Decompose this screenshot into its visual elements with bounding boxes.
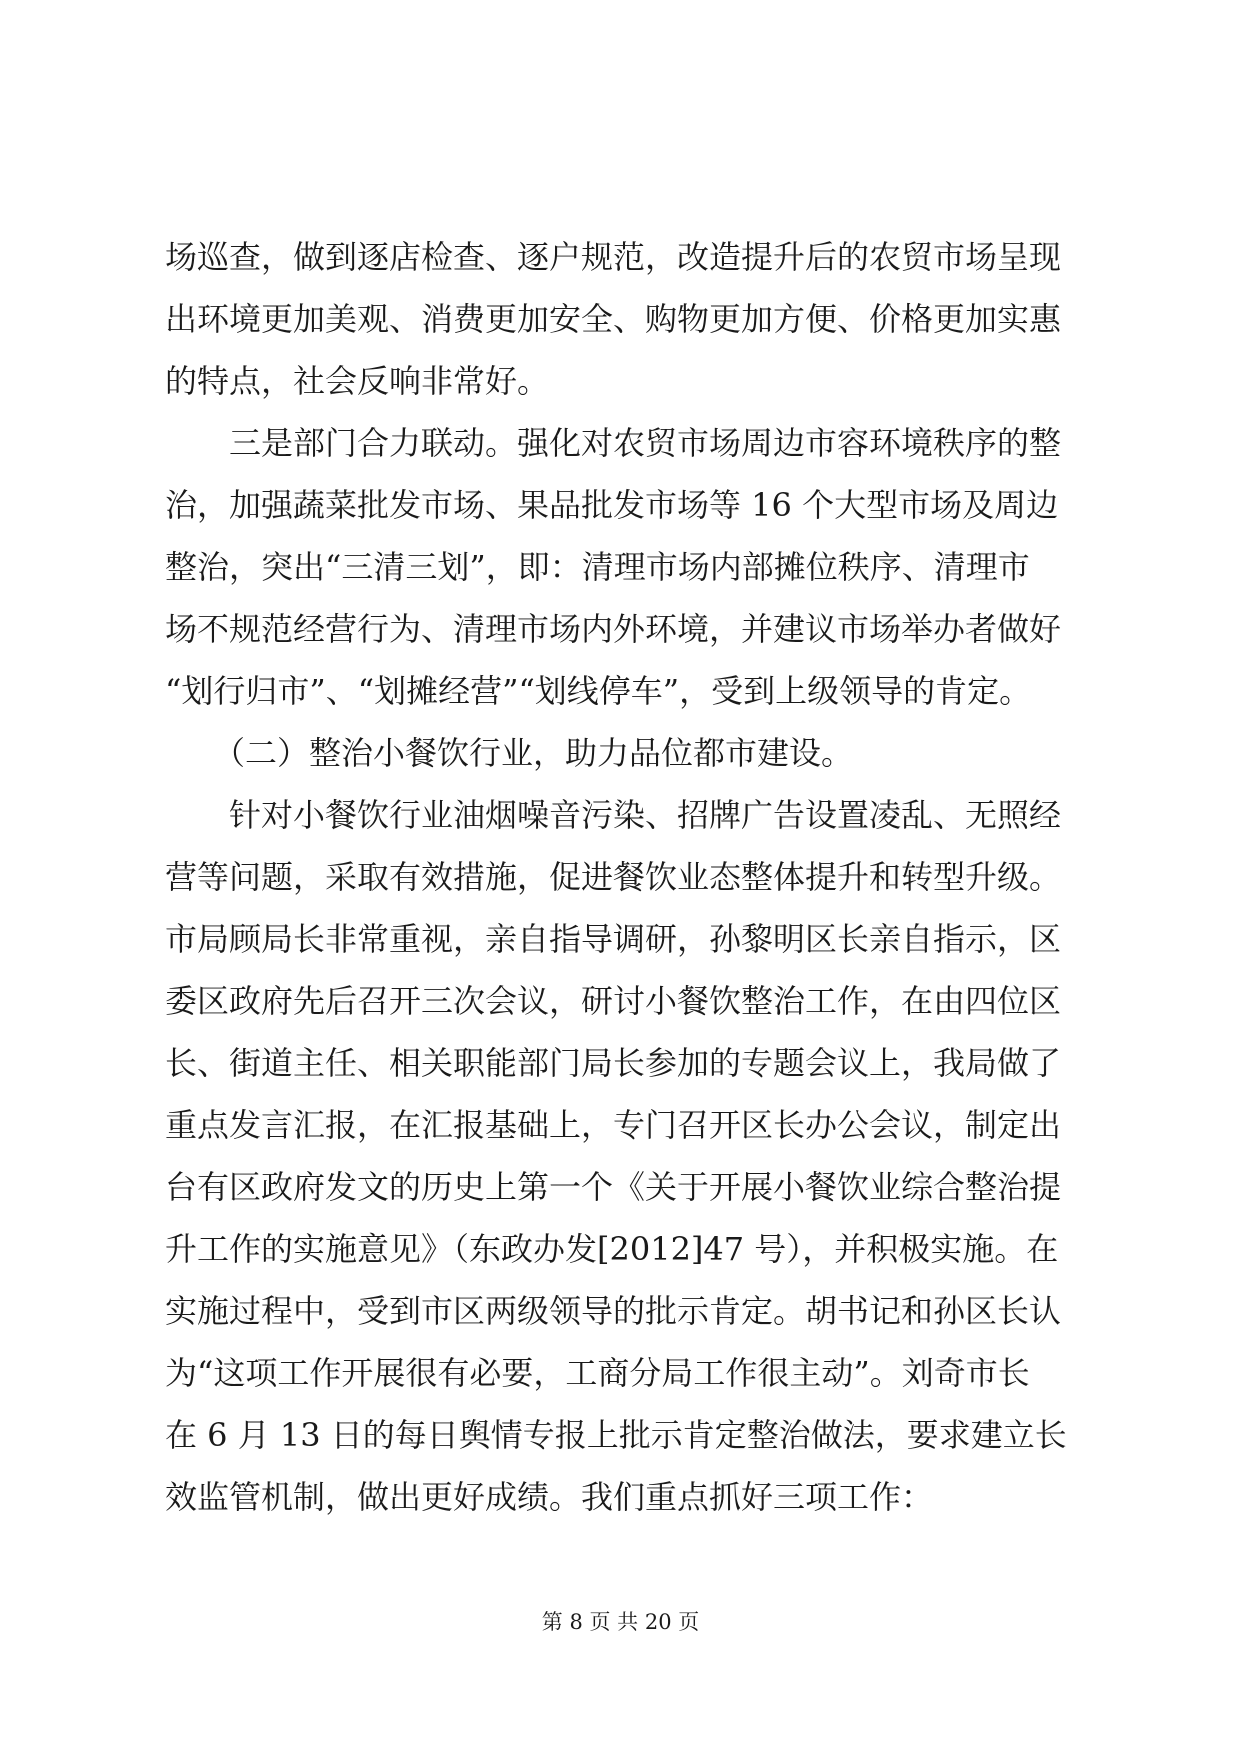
body-line-17: 升工作的实施意见》（东政办发[2012]47 号），并积极实施。在 [165, 1230, 1059, 1268]
body-line-20: 在 6 月 13 日的每日舆情专报上批示肯定整治做法，要求建立长 [165, 1416, 1067, 1454]
body-line-4: 三是部门合力联动。强化对农贸市场周边市容环境秩序的整 [165, 424, 1062, 462]
body-line-14: 长、街道主任、相关职能部门局长参加的专题会议上，我局做了 [165, 1044, 1062, 1082]
body-line-11: 营等问题，采取有效措施，促进餐饮业态整体提升和转型升级。 [165, 858, 1062, 896]
body-line-8: “划行归市”、“划摊经营”“划线停车”，受到上级领导的肯定。 [165, 672, 1032, 710]
body-line-10: 针对小餐饮行业油烟噪音污染、招牌广告设置凌乱、无照经 [165, 796, 1062, 834]
body-line-3: 的特点，社会反响非常好。 [165, 362, 550, 400]
page-number-footer: 第 8 页 共 20 页 [541, 1610, 700, 1634]
body-line-6: 整治，突出“三清三划”，即：清理市场内部摊位秩序、清理市 [165, 548, 1030, 586]
body-line-1: 场巡查，做到逐店检查、逐户规范，改造提升后的农贸市场呈现 [165, 238, 1062, 276]
body-line-2: 出环境更加美观、消费更加安全、购物更加方便、价格更加实惠 [165, 300, 1062, 338]
body-line-7: 场不规范经营行为、清理市场内外环境，并建议市场举办者做好 [165, 610, 1062, 648]
body-line-21: 效监管机制，做出更好成绩。我们重点抓好三项工作： [165, 1478, 934, 1516]
section-heading: （二）整治小餐饮行业，助力品位都市建设。 [165, 734, 854, 772]
body-line-18: 实施过程中，受到市区两级领导的批示肯定。胡书记和孙区长认 [165, 1292, 1062, 1330]
body-line-13: 委区政府先后召开三次会议，研讨小餐饮整治工作，在由四位区 [165, 982, 1062, 1020]
body-line-5: 治，加强蔬菜批发市场、果品批发市场等 16 个大型市场及周边 [165, 486, 1059, 524]
body-line-12: 市局顾局长非常重视，亲自指导调研，孙黎明区长亲自指示，区 [165, 920, 1062, 958]
body-line-15: 重点发言汇报，在汇报基础上，专门召开区长办公会议，制定出 [165, 1106, 1062, 1144]
body-line-16: 台有区政府发文的历史上第一个《关于开展小餐饮业综合整治提 [165, 1168, 1062, 1206]
body-line-19: 为“这项工作开展很有必要，工商分局工作很主动”。刘奇市长 [165, 1354, 1030, 1392]
